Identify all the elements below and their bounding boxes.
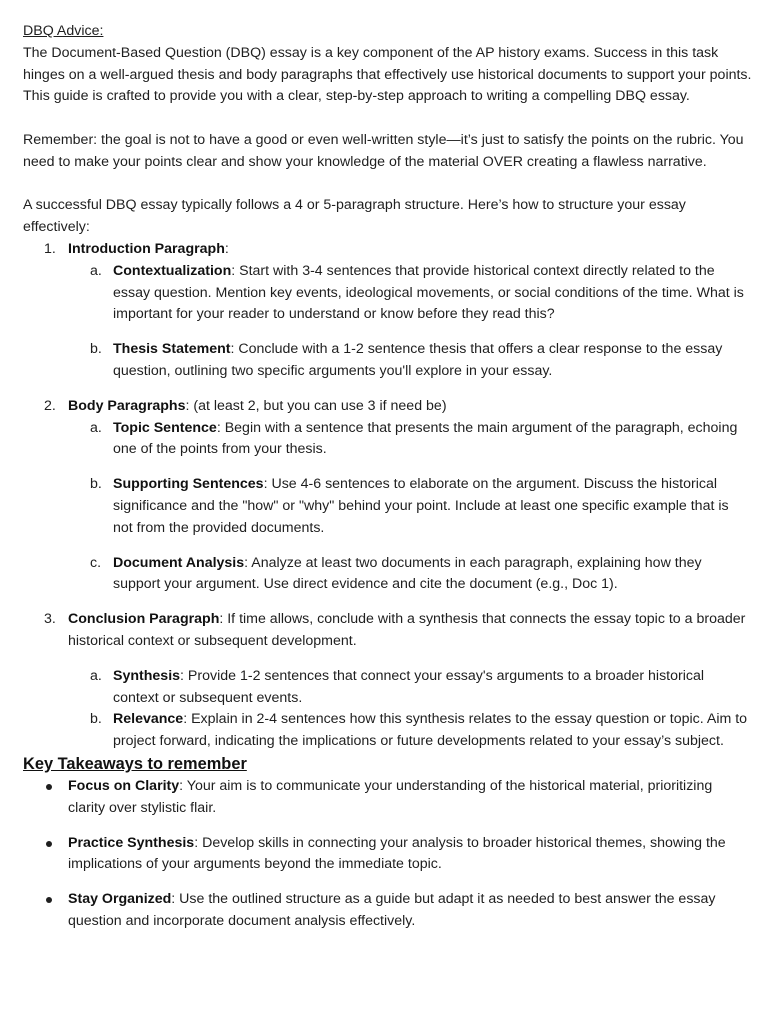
takeaway-synthesis — [68, 833, 752, 877]
item-heading: Topic Sentence — [113, 419, 217, 436]
list-number: 1. — [44, 240, 56, 257]
bullet-icon — [46, 841, 52, 847]
list-number: 2. — [44, 397, 56, 414]
list-letter: c. — [90, 554, 102, 571]
takeaway-heading: Focus on Clarity — [68, 777, 180, 794]
list-item-introduction — [44, 239, 752, 383]
sublist-item-supporting — [90, 474, 752, 539]
takeaway-heading: Stay Organized — [68, 891, 172, 908]
item-heading: Thesis Statement — [113, 341, 231, 358]
sublist-item-contextualization — [90, 261, 752, 326]
section-text: : (at least 2, but you can use 3 if need be) — [185, 397, 447, 414]
sublist-item-relevance — [90, 709, 752, 753]
list-letter: a. — [90, 262, 102, 279]
structure-intro-paragraph: A successful DBQ essay typically follows a 4 or 5-paragraph structure. Here’s how to structure your essay effectively: — [23, 197, 686, 236]
sublist-item-topic-sentence — [90, 418, 752, 462]
takeaways-heading: Key Takeaways to remember — [23, 754, 247, 773]
document-title: DBQ Advice: — [23, 23, 104, 39]
structure-list — [23, 239, 752, 753]
sublist — [68, 418, 752, 597]
list-letter: b. — [90, 711, 102, 728]
sublist — [68, 666, 752, 753]
item-heading: Relevance — [113, 711, 184, 728]
list-letter: b. — [90, 341, 102, 358]
list-letter: a. — [90, 419, 102, 436]
item-text: : Conclude with a 1-2 sentence thesis that offers a clear response to the essay question, outlining two specific arguments you'll explore in your essay. — [113, 341, 723, 379]
takeaway-heading: Practice Synthesis — [68, 834, 195, 851]
intro-paragraph: The Document-Based Question (DBQ) essay is a key component of the AP history exams. Success in this task hinges on a well-argued thesis and body paragraphs that effectively use historical documents to support your points. This guide is crafted to provide you with a clear, step-by-step approach to writing a compelling DBQ essay. — [23, 44, 752, 105]
item-heading: Document Analysis — [113, 554, 245, 571]
section-heading: Introduction Paragraph — [68, 240, 225, 257]
item-text: : Analyze at least two documents in each paragraph, explaining how they support your argument. Use direct evidence and cite the document (e.g., Doc 1). — [113, 554, 702, 593]
list-item-conclusion — [44, 609, 752, 753]
section-text: : — [224, 240, 229, 257]
sublist — [68, 261, 752, 383]
section-heading: Body Paragraphs — [68, 397, 186, 414]
takeaway-text: : Use the outlined structure as a guide but adapt it as needed to best answer the essay question and incorporate document analysis effectively. — [68, 891, 716, 929]
item-text: : Start with 3-4 sentences that provide historical context directly related to the essay question. Mention key events, ideological movements, or social conditions of the time. What is important for your reader to understand or know before they read this? — [113, 262, 744, 323]
bullet-icon — [46, 897, 52, 903]
list-letter: b. — [90, 476, 102, 493]
takeaway-text: : Develop skills in connecting your analysis to broader historical themes, showing the implications of your arguments beyond the immediate topic. — [68, 834, 726, 873]
list-number: 3. — [44, 611, 56, 628]
takeaway-text: : Your aim is to communicate your understanding of the historical material, prioritizing clarity over stylistic flair. — [68, 777, 713, 816]
sublist-item-document-analysis — [90, 553, 752, 597]
item-text: : Use 4-6 sentences to elaborate on the argument. Discuss the historical significance and the "how" or "why" behind your point. Include at least one specific example that is not from the provided documents. — [113, 476, 729, 536]
bullet-icon — [46, 784, 52, 790]
takeaway-organized — [68, 889, 752, 933]
item-text: : Begin with a sentence that presents the main argument of the paragraph, echoing one of the points from your thesis. — [113, 419, 738, 458]
item-heading: Supporting Sentences — [113, 476, 264, 493]
section-heading: Conclusion Paragraph — [68, 611, 220, 628]
section-text: : If time allows, conclude with a synthesis that connects the essay topic to a broader historical context or subsequent development. — [68, 611, 746, 649]
takeaway-clarity — [68, 776, 752, 820]
sublist-item-synthesis — [90, 666, 752, 710]
item-text: : Provide 1-2 sentences that connect your essay's arguments to a broader historical context or subsequent events. — [113, 667, 705, 706]
item-text: : Explain in 2-4 sentences how this synthesis relates to the essay question or topic. Aim to project forward, indicating the implications or future developments related to your essay’s subject. — [113, 711, 748, 750]
sublist-item-thesis — [90, 339, 752, 383]
item-heading: Synthesis — [113, 667, 181, 684]
remember-paragraph: Remember: the goal is not to have a good or even well-written style—it’s just to satisfy the points on the rubric. You need to make your points clear and show your knowledge of the material OVER creating a flawless narrative. — [23, 131, 744, 170]
list-item-body — [44, 396, 752, 596]
item-heading: Contextualization — [113, 262, 232, 279]
takeaways-list — [23, 776, 752, 933]
list-letter: a. — [90, 667, 102, 684]
